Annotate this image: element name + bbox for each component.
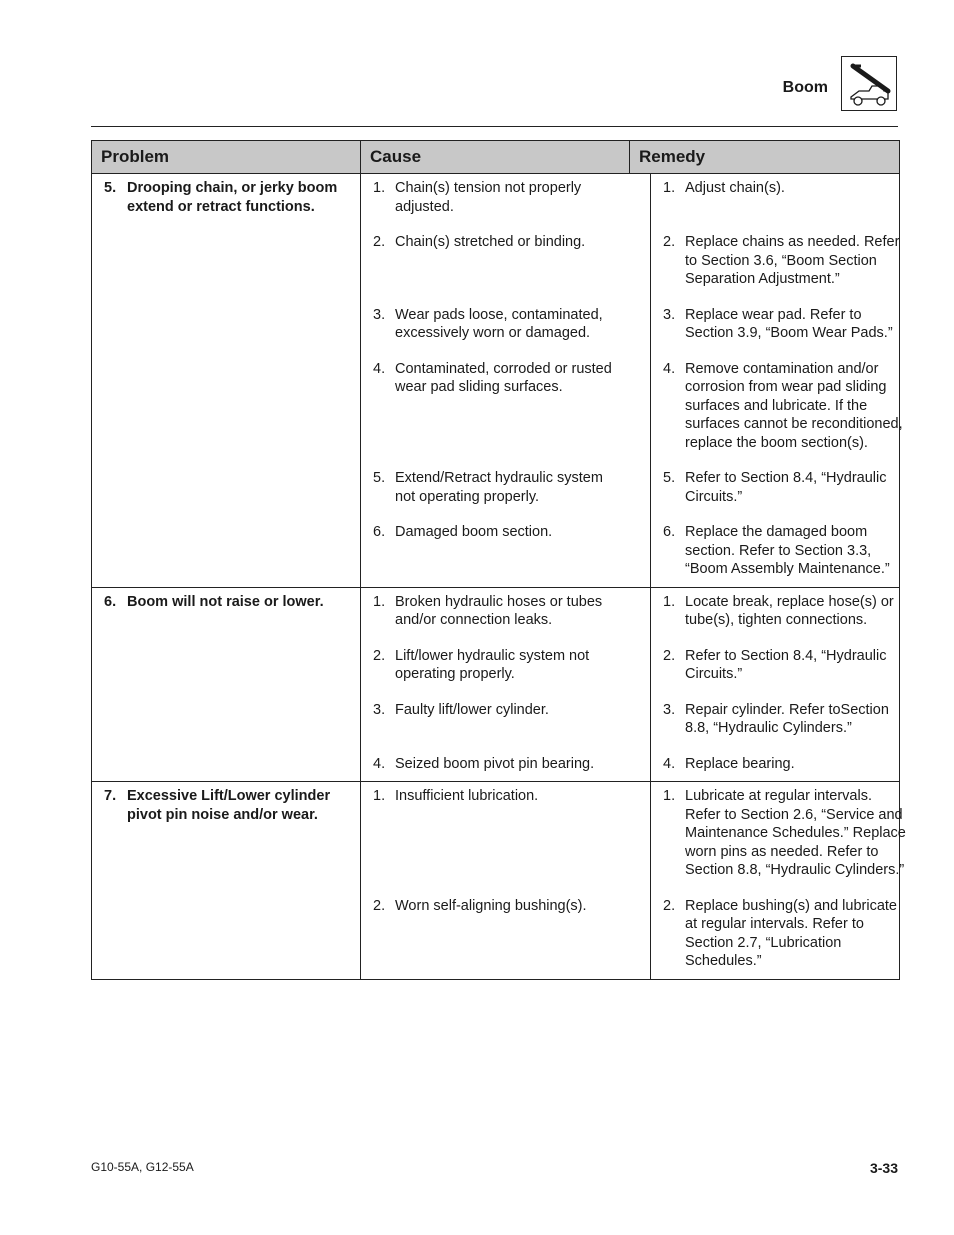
cause-text: Seized boom pivot pin bearing.	[395, 755, 595, 772]
remedy-number: 1.	[663, 180, 676, 196]
cause-number: 4.	[373, 755, 386, 772]
list-item	[361, 892, 941, 979]
remedy-item	[651, 696, 942, 750]
list-item	[361, 301, 941, 355]
remedy-number: 4.	[663, 755, 676, 772]
list-item	[361, 750, 941, 782]
remedy-text: Replace bearing.	[685, 755, 795, 772]
troubleshooting-table	[91, 140, 906, 980]
problem-number: 7.	[104, 788, 117, 804]
list-item	[361, 696, 941, 750]
remedy-number: 2.	[663, 647, 676, 664]
remedy-number: 2.	[663, 234, 676, 250]
table-row	[92, 174, 900, 588]
cause-text: Faulty lift/lower cylinder.	[395, 701, 549, 718]
remedy-text: Refer to Section 8.4, “Hydraulic Circuits.”	[685, 470, 887, 505]
remedy-number: 5.	[663, 470, 676, 486]
problem-cell	[92, 782, 361, 980]
cause-item	[361, 782, 651, 892]
remedy-text: Replace the damaged boom section. Refer to Section 3.3, “Boom Assembly Maintenance.”	[685, 524, 890, 577]
cause-remedy-cell	[361, 174, 903, 588]
problem-number: 5.	[104, 180, 117, 196]
column-header-problem: Problem	[92, 141, 361, 174]
cause-text: Lift/lower hydraulic system not operating properly.	[395, 647, 590, 682]
cause-text: Contaminated, corroded or rusted wear pad sliding surfaces.	[395, 360, 612, 395]
remedy-item	[651, 588, 942, 642]
telehandler-boom-icon	[841, 56, 897, 111]
table-row	[92, 782, 900, 980]
remedy-text: Replace wear pad. Refer to Section 3.9, “Boom Wear Pads.”	[685, 306, 893, 341]
list-item	[361, 782, 941, 892]
remedy-item	[651, 301, 942, 355]
list-item	[361, 642, 941, 696]
remedy-number: 1.	[663, 788, 676, 804]
cause-text: Damaged boom section.	[395, 524, 553, 540]
cause-number: 4.	[373, 360, 386, 377]
problem-text: Boom will not raise or lower.	[127, 593, 324, 610]
cause-number: 2.	[373, 897, 386, 914]
remedy-text: Repair cylinder. Refer toSection 8.8, “Hydraulic Cylinders.”	[685, 701, 889, 736]
cause-item	[361, 588, 651, 642]
cause-item	[361, 174, 651, 228]
remedy-item	[651, 642, 942, 696]
cause-number: 3.	[373, 701, 386, 718]
footer-model: G10-55A, G12-55A	[91, 1160, 194, 1174]
remedy-text: Refer to Section 8.4, “Hydraulic Circuits.”	[685, 647, 887, 682]
cause-number: 5.	[373, 470, 386, 486]
remedy-item	[651, 750, 942, 782]
remedy-text: Locate break, replace hose(s) or tube(s), tighten connections.	[685, 593, 894, 628]
problem-text: Drooping chain, or jerky boom extend or retract functions.	[127, 180, 338, 215]
cause-text: Broken hydraulic hoses or tubes and/or connection leaks.	[395, 593, 603, 628]
cause-item	[361, 355, 651, 465]
cause-item	[361, 518, 651, 587]
header-divider	[91, 126, 898, 127]
remedy-text: Replace chains as needed. Refer to Section 3.6, “Boom Section Separation Adjustment.”	[685, 234, 900, 287]
remedy-item	[651, 355, 942, 465]
problem-cell	[92, 587, 361, 782]
cause-item	[361, 892, 651, 979]
cause-item	[361, 228, 651, 301]
remedy-number: 2.	[663, 897, 676, 914]
table-row	[92, 587, 900, 782]
remedy-item	[651, 892, 942, 979]
cause-remedy-cell	[361, 782, 906, 980]
cause-number: 1.	[373, 180, 386, 196]
cause-text: Extend/Retract hydraulic system not operating properly.	[395, 470, 603, 505]
cause-number: 1.	[373, 593, 386, 610]
remedy-text: Adjust chain(s).	[685, 180, 785, 196]
list-item	[361, 174, 941, 228]
cause-remedy-list	[361, 782, 941, 979]
cause-item	[361, 696, 651, 750]
list-item	[361, 464, 941, 518]
cause-item	[361, 750, 651, 782]
cause-text: Chain(s) stretched or binding.	[395, 234, 586, 250]
list-item	[361, 228, 941, 301]
cause-remedy-list	[361, 588, 941, 782]
list-item	[361, 588, 941, 642]
cause-text: Chain(s) tension not properly adjusted.	[395, 180, 582, 215]
remedy-number: 4.	[663, 360, 676, 377]
remedy-item	[651, 464, 942, 518]
cause-text: Wear pads loose, contaminated, excessively worn or damaged.	[395, 306, 603, 341]
remedy-number: 6.	[663, 524, 676, 540]
table-header-row	[92, 141, 900, 174]
column-header-cause: Cause	[361, 141, 630, 174]
cause-number: 1.	[373, 788, 386, 804]
cause-number: 3.	[373, 306, 386, 323]
remedy-item	[651, 782, 942, 892]
cause-number: 2.	[373, 234, 386, 250]
cause-text: Worn self-aligning bushing(s).	[395, 897, 587, 914]
cause-item	[361, 301, 651, 355]
list-item	[361, 355, 941, 465]
problem-number: 6.	[104, 593, 117, 610]
remedy-item	[651, 174, 942, 228]
list-item	[361, 518, 941, 587]
remedy-number: 1.	[663, 593, 676, 610]
remedy-item	[651, 228, 942, 301]
remedy-text: Lubricate at regular intervals. Refer to Section 2.6, “Service and Maintenance Schedules.” Replace worn pins as needed. Refer to Section 8.8, “Hydraulic Cylinders.”	[685, 788, 906, 878]
remedy-text: Remove contamination and/or corrosion from wear pad sliding surfaces and lubricate. If the surfaces cannot be reconditioned, replace the boom section(s).	[685, 360, 903, 451]
cause-remedy-cell	[361, 587, 900, 782]
remedy-item	[651, 518, 942, 587]
section-title: Boom	[782, 79, 828, 96]
cause-item	[361, 464, 651, 518]
problem-cell	[92, 174, 361, 588]
cause-item	[361, 642, 651, 696]
cause-number: 6.	[373, 524, 386, 540]
remedy-number: 3.	[663, 306, 676, 323]
column-header-remedy: Remedy	[630, 141, 900, 174]
remedy-text: Replace bushing(s) and lubricate at regular intervals. Refer to Section 2.7, “Lubrication Schedules.”	[685, 897, 897, 969]
problem-text: Excessive Lift/Lower cylinder pivot pin noise and/or wear.	[127, 788, 331, 823]
cause-remedy-list	[361, 174, 941, 587]
cause-number: 2.	[373, 647, 386, 664]
remedy-number: 3.	[663, 701, 676, 718]
page-number: 3-33	[869, 1160, 898, 1176]
cause-text: Insufficient lubrication.	[395, 788, 539, 804]
